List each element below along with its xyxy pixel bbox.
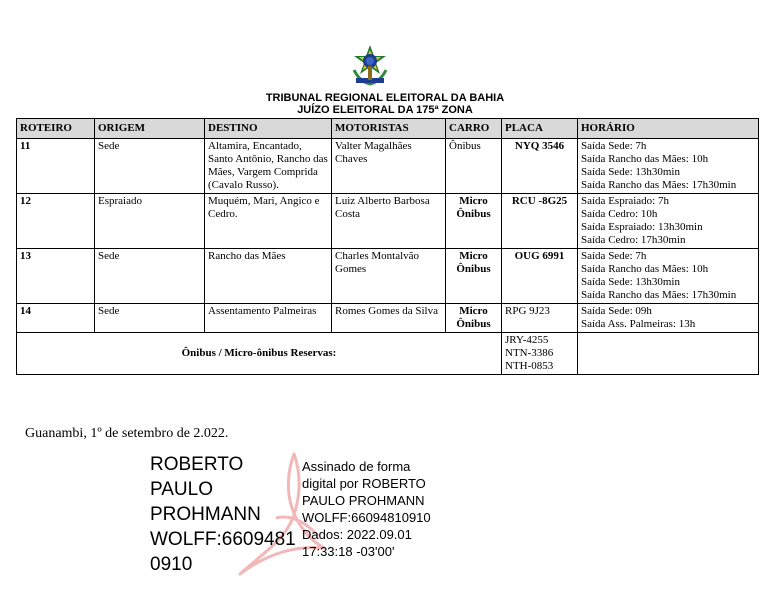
- date-line: Guanambi, 1º de setembro de 2.022.: [25, 426, 229, 441]
- reserve-plates: [502, 333, 578, 375]
- coat-of-arms-emblem: [346, 44, 394, 88]
- cell-horario: [578, 304, 759, 333]
- signature-detail-line: PAULO PROHMANN: [302, 493, 425, 508]
- signer-name-line: 0910: [150, 554, 193, 575]
- horario-line: Saída Sede: 7h: [581, 140, 647, 152]
- col-header-placa: PLACA: [502, 119, 578, 139]
- table-row: [17, 139, 759, 194]
- table-header-row: [17, 119, 759, 139]
- cell-carro: Micro Ônibus: [446, 304, 502, 333]
- horario-line: Saída Rancho das Mães: 10h: [581, 263, 709, 275]
- cell-roteiro: 11: [17, 139, 95, 194]
- cell-origem: Sede: [95, 139, 205, 194]
- col-header-destino: DESTINO: [205, 119, 332, 139]
- table-row: [17, 194, 759, 249]
- route-schedule-table: [16, 118, 759, 375]
- table-row: [17, 304, 759, 333]
- horario-line: Saída Ass. Palmeiras: 13h: [581, 318, 696, 330]
- cell-origem: Sede: [95, 304, 205, 333]
- court-title: TRIBUNAL REGIONAL ELEITORAL DA BAHIA: [265, 92, 505, 104]
- signer-name-line: PAULO: [150, 479, 214, 500]
- signer-name-line: ROBERTO: [150, 454, 244, 475]
- horario-line: Saída Cedro: 10h: [581, 208, 658, 220]
- horario-line: Saída Rancho das Mães: 17h30min: [581, 289, 737, 301]
- signature-detail-line: Dados: 2022.09.01: [302, 527, 412, 542]
- col-header-origem: ORIGEM: [95, 119, 205, 139]
- horario-line: Saída Espraiado: 7h: [581, 195, 669, 207]
- col-header-horario: HORÁRIO: [578, 119, 759, 139]
- cell-origem: Espraiado: [95, 194, 205, 249]
- reserve-empty-cell: [578, 333, 759, 375]
- cell-motorista: Charles Montalvão Gomes: [332, 249, 446, 304]
- signature-detail-line: Assinado de forma: [302, 459, 411, 474]
- horario-line: Saída Rancho das Mães: 10h: [581, 153, 709, 165]
- cell-destino: Altamira, Encantado, Santo Antônio, Rancho das Mães, Vargem Comprida (Cavalo Russo).: [205, 139, 332, 194]
- cell-carro: Micro Ônibus: [446, 249, 502, 304]
- cell-destino: Muquém, Mari, Angico e Cedro.: [205, 194, 332, 249]
- signature-details: [302, 458, 431, 560]
- horario-line: Saída Espraiado: 13h30min: [581, 221, 703, 233]
- horario-line: Saída Rancho das Mães: 17h30min: [581, 179, 737, 191]
- cell-horario: [578, 139, 759, 194]
- signer-name-line: WOLFF:6609481: [150, 529, 296, 550]
- reserve-plate: NTH-0853: [505, 360, 554, 372]
- horario-line: Saída Sede: 7h: [581, 250, 647, 262]
- cell-placa: NYQ 3546: [502, 139, 578, 194]
- horario-line: Saída Sede: 13h30min: [581, 166, 680, 178]
- signature-detail-line: digital por ROBERTO: [302, 476, 426, 491]
- cell-roteiro: 13: [17, 249, 95, 304]
- horario-line: Saída Sede: 09h: [581, 305, 652, 317]
- signature-detail-line: 17:33:18 -03'00': [302, 544, 395, 559]
- cell-carro: Ônibus: [446, 139, 502, 194]
- reserve-plate: NTN-3386: [505, 347, 554, 359]
- reserve-plate: JRY-4255: [505, 334, 549, 346]
- col-header-motoristas: MOTORISTAS: [332, 119, 446, 139]
- cell-motorista: Romes Gomes da Silva: [332, 304, 446, 333]
- cell-roteiro: 12: [17, 194, 95, 249]
- cell-motorista: Luiz Alberto Barbosa Costa: [332, 194, 446, 249]
- signer-name-line: PROHMANN: [150, 504, 261, 525]
- reserve-row: [17, 333, 759, 375]
- col-header-carro: CARRO: [446, 119, 502, 139]
- cell-placa: RPG 9J23: [502, 304, 578, 333]
- cell-placa: RCU -8G25: [502, 194, 578, 249]
- cell-horario: [578, 194, 759, 249]
- table-row: [17, 249, 759, 304]
- court-zone-title: JUÍZO ELEITORAL DA 175ª ZONA: [297, 104, 473, 116]
- col-header-roteiro: ROTEIRO: [17, 119, 95, 139]
- cell-origem: Sede: [95, 249, 205, 304]
- cell-motorista: Valter Magalhães Chaves: [332, 139, 446, 194]
- signer-name: [150, 452, 300, 577]
- reserve-label: Ônibus / Micro-ônibus Reservas:: [17, 333, 502, 375]
- cell-carro: Micro Ônibus: [446, 194, 502, 249]
- cell-destino: Assentamento Palmeiras: [205, 304, 332, 333]
- horario-line: Saída Cedro: 17h30min: [581, 234, 686, 246]
- cell-horario: [578, 249, 759, 304]
- cell-destino: Rancho das Mães: [205, 249, 332, 304]
- cell-placa: OUG 6991: [502, 249, 578, 304]
- cell-roteiro: 14: [17, 304, 95, 333]
- signature-detail-line: WOLFF:66094810910: [302, 510, 431, 525]
- horario-line: Saída Sede: 13h30min: [581, 276, 680, 288]
